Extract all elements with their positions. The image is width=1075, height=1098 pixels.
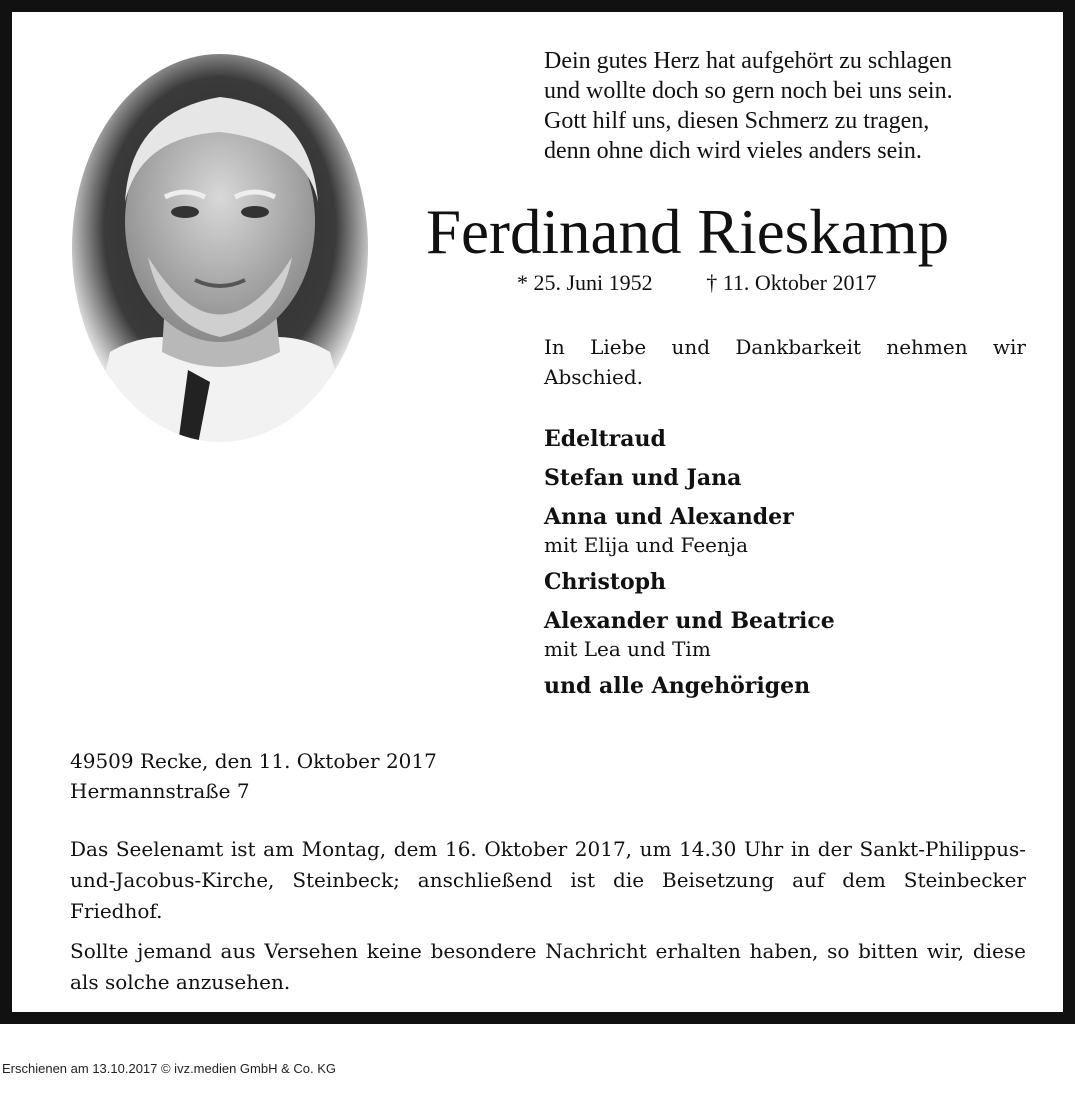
birth-date: * 25. Juni 1952 xyxy=(517,270,653,295)
deceased-name: Ferdinand Rieskamp xyxy=(426,197,950,267)
poem-line: und wollte doch so gern noch bei uns sein. xyxy=(544,78,953,104)
poem-line: Gott hilf uns, diesen Schmerz zu tragen, xyxy=(544,108,930,134)
life-dates xyxy=(517,270,876,296)
address-block xyxy=(70,746,437,806)
service-info: Das Seelenamt ist am Montag, dem 16. Oktober 2017, um 14.30 Uhr in der Sankt-Philippus-und-Jacobus-Kirche, Steinbeck; anschließend ist die Beisetzung auf dem Steinbecker Friedhof. xyxy=(70,837,1026,923)
portrait-photo xyxy=(70,52,370,444)
poem-line: denn ohne dich wird vieles anders sein. xyxy=(544,138,922,164)
farewell-text: In Liebe und Dankbarkeit nehmen wir Abschied. xyxy=(544,335,1026,389)
family-member: Edeltraud xyxy=(544,426,666,452)
notice-text: Sollte jemand aus Versehen keine besondere Nachricht erhalten haben, so bitten wir, diese als solche anzusehen. xyxy=(70,939,1026,994)
death-date: † 11. Oktober 2017 xyxy=(706,270,877,295)
family-member-children: mit Elija und Feenja xyxy=(544,533,749,557)
poem-line: Dein gutes Herz hat aufgehört zu schlagen xyxy=(544,48,952,74)
address-line: 49509 Recke, den 11. Oktober 2017 xyxy=(70,749,437,773)
family-member-children: mit Lea und Tim xyxy=(544,637,711,661)
family-member: Alexander und Beatrice xyxy=(544,608,835,634)
address-line: Hermannstraße 7 xyxy=(70,779,250,803)
family-member: Anna und Alexander xyxy=(544,504,794,530)
family-list xyxy=(544,424,835,701)
publication-footer: Erschienen am 13.10.2017 © ivz.medien GmbH & Co. KG xyxy=(2,1061,337,1076)
family-member: Stefan und Jana xyxy=(544,465,742,491)
family-member: und alle Angehörigen xyxy=(544,673,811,699)
family-member: Christoph xyxy=(544,569,667,595)
memorial-poem xyxy=(544,46,1044,166)
